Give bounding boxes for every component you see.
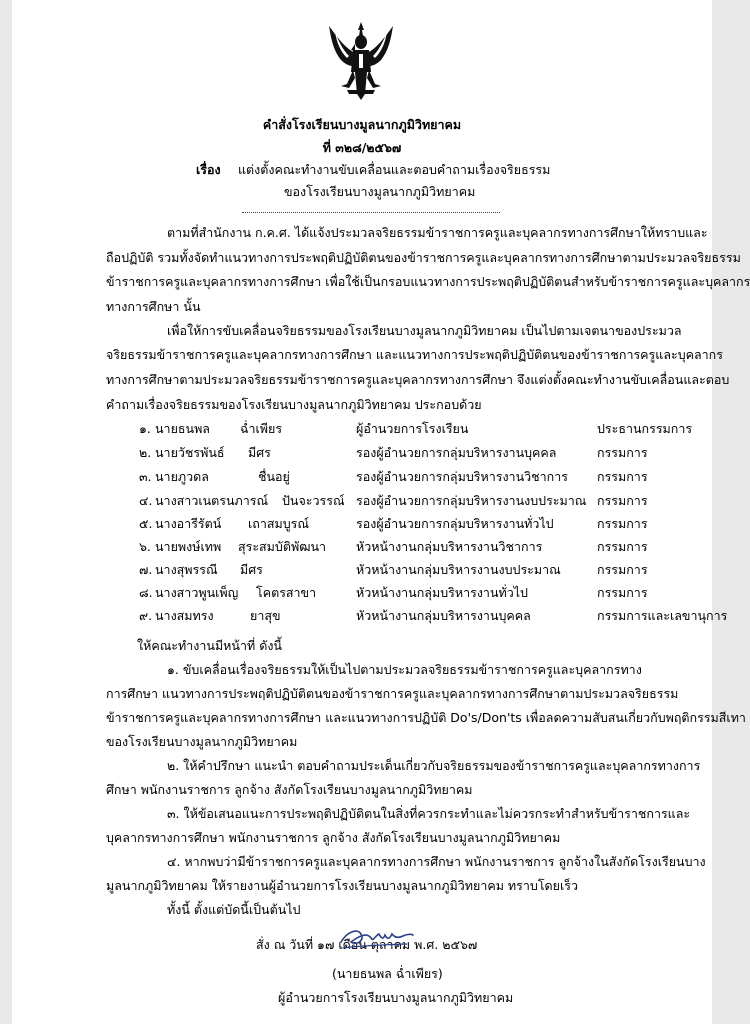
member-no: ๒. <box>139 445 152 460</box>
member-surname: ปันจะวรรณ์ <box>282 493 345 508</box>
member-position: หัวหน้างานกลุ่มบริหารงานงบประมาณ <box>356 562 561 577</box>
member-position: รองผู้อำนวยการกลุ่มบริหารงานทั่วไป <box>356 516 554 531</box>
member-surname: โคตรสาขา <box>256 585 317 600</box>
member-surname: มีศร <box>240 562 263 577</box>
member-role: กรรมการ <box>597 585 648 600</box>
member-role: กรรมการ <box>597 539 648 554</box>
member-role: กรรมการ <box>597 445 648 460</box>
member-role: กรรมการและเลขานุการ <box>597 608 728 623</box>
subject-line-2: ของโรงเรียนบางมูลนากภูมิวิทยาคม <box>284 184 476 199</box>
member-surname: เถาสมบูรณ์ <box>248 516 309 531</box>
member-row <box>12 464 712 486</box>
member-position: หัวหน้างานกลุ่มบริหารงานทั่วไป <box>356 585 528 600</box>
member-row <box>12 534 712 556</box>
member-position: รองผู้อำนวยการกลุ่มบริหารงานบุคคล <box>356 445 557 460</box>
paragraph1-line: ตามที่สำนักงาน ก.ค.ศ. ได้แจ้งประมวลจริยธรรมข้าราชการครูและบุคลากรทางการศึกษาให้ทราบและ <box>167 225 708 240</box>
member-name: นายวัชรพันธ์ <box>155 445 225 460</box>
order-date: สั่ง ณ วันที่ ๑๗ เดือน ตุลาคม พ.ศ. ๒๕๖๗ <box>256 937 478 952</box>
duty-line: ๔. หากพบว่ามีข้าราชการครูและบุคลากรทางการศึกษา พนักงานราชการ ลูกจ้างในสังกัดโรงเรียนบาง <box>167 854 706 869</box>
duty-line: การศึกษา แนวทางการประพฤติปฏิบัติตนของข้าราชการครูและบุคลากรทางการศึกษาตามประมวลจริยธรรม <box>106 686 679 701</box>
member-role: กรรมการ <box>597 493 648 508</box>
duty-line: ของโรงเรียนบางมูลนากภูมิวิทยาคม <box>106 734 298 749</box>
member-name: นางสุพรรณี <box>155 562 218 577</box>
member-role: กรรมการ <box>597 562 648 577</box>
member-no: ๘. <box>139 585 153 600</box>
document-page <box>12 0 750 1024</box>
member-surname: ชื่นอยู่ <box>258 469 290 484</box>
separator-dotted-line <box>242 212 500 213</box>
member-row <box>12 580 712 602</box>
member-surname: ฉ่ำเพียร <box>240 421 283 436</box>
member-name: นางสาวเนตรนภารณ์ <box>155 493 269 508</box>
member-position: ผู้อำนวยการโรงเรียน <box>356 421 469 436</box>
member-name: นายภูวดล <box>155 469 209 484</box>
member-role: กรรมการ <box>597 469 648 484</box>
duty-line: ๒. ให้คำปรึกษา แนะนำ ตอบคำถามประเด็นเกี่ยวกับจริยธรรมของข้าราชการครูและบุคลากรทางการ <box>167 758 701 773</box>
duty-line: ๑. ขับเคลื่อนเรื่องจริยธรรมให้เป็นไปตามประมวลจริยธรรมข้าราชการครูและบุคลากรทาง <box>167 662 642 677</box>
member-row <box>12 557 712 579</box>
member-surname: ยาสุข <box>250 608 281 623</box>
duty-line: มูลนากภูมิวิทยาคม ให้รายงานผู้อำนวยการโรงเรียนบางมูลนากภูมิวิทยาคม ทราบโดยเร็ว <box>106 878 578 893</box>
member-surname: มีศร <box>248 445 271 460</box>
subject-line-1: แต่งตั้งคณะทำงานขับเคลื่อนและตอบคำถามเรื่องจริยธรรม <box>238 162 551 177</box>
member-no: ๙. <box>139 608 153 623</box>
member-no: ๔. <box>139 493 153 508</box>
paragraph2-line: จริยธรรมข้าราชการครูและบุคลากรทางการศึกษา และแนวทางการประพฤติปฏิบัติตนของข้าราชการครูและบุคลากร <box>106 347 723 362</box>
member-row <box>12 603 728 625</box>
duty-line: ศึกษา พนักงานราชการ ลูกจ้าง สังกัดโรงเรียนบางมูลนากภูมิวิทยาคม <box>106 782 473 797</box>
paragraph2-line: เพื่อให้การขับเคลื่อนจริยธรรมของโรงเรียนบางมูลนากภูมิวิทยาคม เป็นไปตามเจตนาของประมวล <box>167 323 682 338</box>
member-row <box>12 488 712 510</box>
member-position: รองผู้อำนวยการกลุ่มบริหารงานงบประมาณ <box>356 493 587 508</box>
member-no: ๕. <box>139 516 153 531</box>
paragraph1-line: ทางการศึกษา นั้น <box>106 299 201 314</box>
subject-label: เรื่อง <box>196 162 221 177</box>
member-name: นางสาวพูนเพ็ญ <box>155 585 239 600</box>
paragraph1-line: ข้าราชการครูและบุคลากรทางการศึกษา เพื่อใช้เป็นกรอบแนวทางการประพฤติปฏิบัติตนสำหรับข้าราชการครูและบุคลากร <box>106 274 750 289</box>
paragraph1-line: ถือปฏิบัติ รวมทั้งจัดทำแนวทางการประพฤติปฏิบัติตนของข้าราชการครูและบุคลากรทางการศึกษาตามประมวลจริยธรรม <box>106 250 741 265</box>
duty-line: ข้าราชการครูและบุคลากรทางการศึกษา และแนวทางการปฏิบัติ Do's/Don'ts เพื่อลดความสับสนเกี่ยวกับพฤติกรรมสีเทา <box>106 710 746 725</box>
member-row <box>12 511 712 533</box>
duties-intro: ให้คณะทำงานมีหน้าที่ ดังนี้ <box>137 638 282 653</box>
signer-position: ผู้อำนวยการโรงเรียนบางมูลนากภูมิวิทยาคม <box>278 990 514 1005</box>
duty-line: บุคลากรทางการศึกษา พนักงานราชการ ลูกจ้าง สังกัดโรงเรียนบางมูลนากภูมิวิทยาคม <box>106 830 561 845</box>
member-name: นางสมทรง <box>155 608 214 623</box>
member-no: ๑. <box>139 421 151 436</box>
member-position: รองผู้อำนวยการกลุ่มบริหารงานวิชาการ <box>356 469 568 484</box>
duty-line: ๓. ให้ข้อเสนอแนะการประพฤติปฏิบัติตนในสิ่งที่ควรกระทำและไม่ควรกระทำสำหรับข้าราชการและ <box>167 806 691 821</box>
member-no: ๗. <box>139 562 153 577</box>
order-title: คำสั่งโรงเรียนบางมูลนากภูมิวิทยาคม <box>262 117 462 132</box>
member-no: ๓. <box>139 469 152 484</box>
member-surname: สุระสมบัติพัฒนา <box>238 539 327 554</box>
member-position: หัวหน้างานกลุ่มบริหารงานวิชาการ <box>356 539 543 554</box>
member-row <box>12 440 712 462</box>
paragraph2-line: ทางการศึกษาตามประมวลจริยธรรมข้าราชการครูและบุคลากรทางการศึกษา จึงแต่งตั้งคณะทำงานขับเคลื่อนและตอบ <box>106 372 730 387</box>
member-role: กรรมการ <box>597 516 648 531</box>
member-row <box>12 416 712 438</box>
signer-name: (นายธนพล ฉ่ำเพียร) <box>332 966 443 981</box>
garuda-emblem-icon <box>325 20 397 104</box>
member-position: หัวหน้างานกลุ่มบริหารงานบุคคล <box>356 608 531 623</box>
member-name: นายธนพล <box>155 421 210 436</box>
member-no: ๖. <box>139 539 151 554</box>
member-name: นางอารีรัตน์ <box>155 516 222 531</box>
signature-icon <box>337 922 415 952</box>
order-number: ที่ ๓๒๘/๒๕๖๗ <box>322 140 402 155</box>
member-role: ประธานกรรมการ <box>597 421 693 436</box>
member-name: นายพงษ์เทพ <box>155 539 222 554</box>
effective-statement: ทั้งนี้ ตั้งแต่บัดนี้เป็นต้นไป <box>167 902 301 917</box>
paragraph2-line: คำถามเรื่องจริยธรรมของโรงเรียนบางมูลนากภูมิวิทยาคม ประกอบด้วย <box>106 397 482 412</box>
